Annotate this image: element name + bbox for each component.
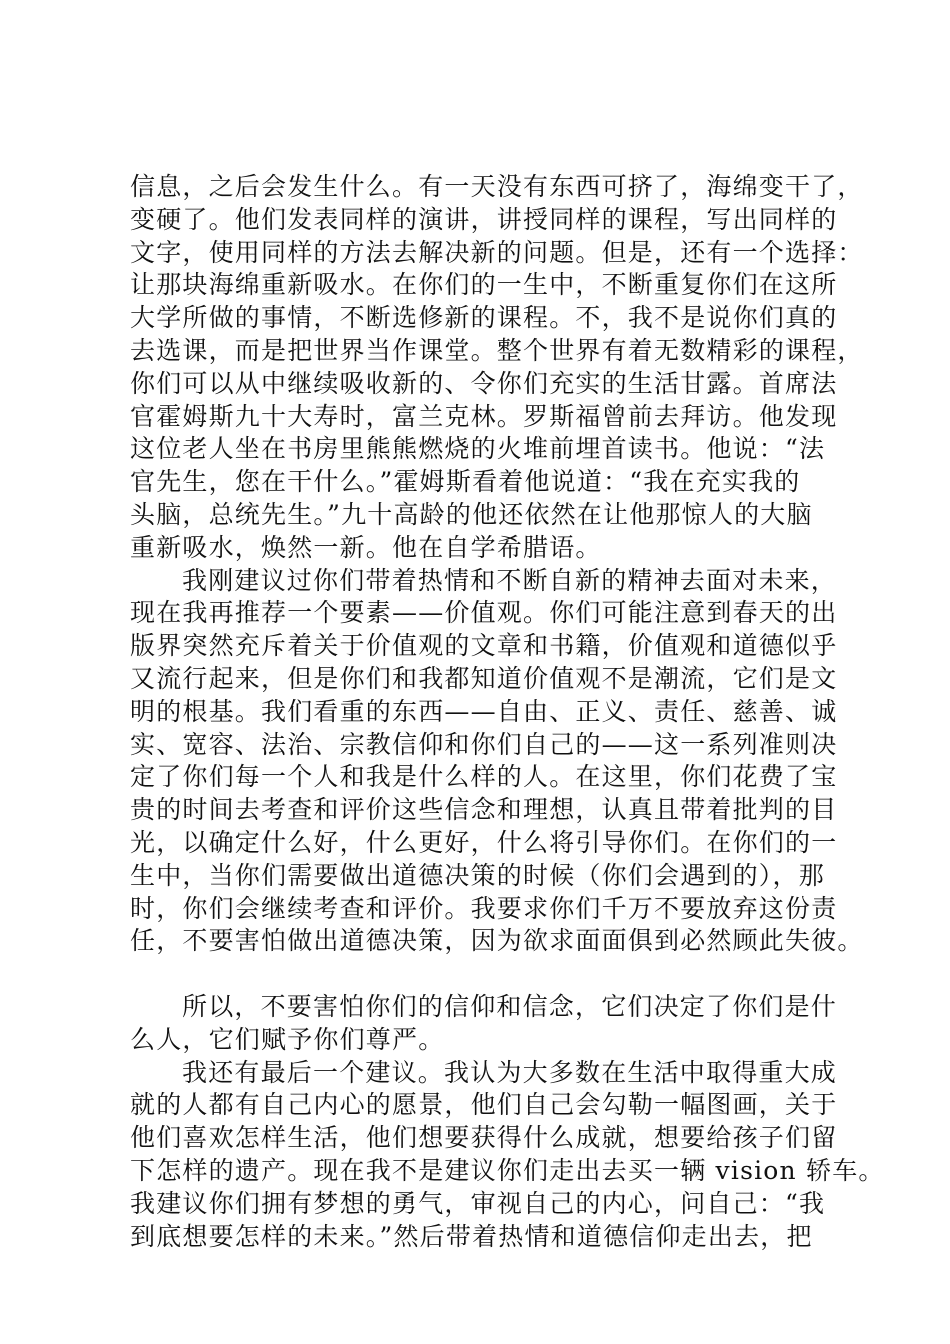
text-line: 文字，使用同样的方法去解决新的问题。但是，还有一个选择： <box>130 237 864 267</box>
text-line: 变硬了。他们发表同样的演讲，讲授同样的课程，写出同样的 <box>130 204 838 234</box>
text-line: 所以，不要害怕你们的信仰和信念，它们决定了你们是什 <box>182 991 838 1021</box>
text-line: 就的人都有自己内心的愿景，他们自己会勾勒一幅图画，关于 <box>130 1090 838 1120</box>
paragraph-1 <box>130 171 864 565</box>
paragraph-3 <box>130 991 850 1057</box>
text-line: 么人，它们赋予你们尊严。 <box>130 1024 445 1054</box>
text-line: 明的根基。我们看重的东西——自由、正义、责任、慈善、诚 <box>130 696 838 726</box>
text-line: 实、宽容、法治、宗教信仰和你们自己的——这一系列准则决 <box>130 729 838 759</box>
text-line: 定了你们每一个人和我是什么样的人。在这里，你们花费了宝 <box>130 762 838 792</box>
text-line: 我刚建议过你们带着热情和不断自新的精神去面对未来， <box>182 565 838 595</box>
text-line: 让那块海绵重新吸水。在你们的一生中，不断重复你们在这所 <box>130 270 838 300</box>
document-page <box>130 171 885 1253</box>
text-line: 大学所做的事情，不断选修新的课程。不，我不是说你们真的 <box>130 303 838 333</box>
text-line: 我建议你们拥有梦想的勇气，审视自己的内心，问自己：“我 <box>130 1188 826 1218</box>
paragraph-2 <box>130 565 864 959</box>
text-line: 官霍姆斯九十大寿时，富兰克林。罗斯福曾前去拜访。他发现 <box>130 401 838 431</box>
text-line: 头脑，总统先生。”九十高龄的他还依然在让他那惊人的大脑 <box>130 499 813 529</box>
text-line: 这位老人坐在书房里熊熊燃烧的火堆前埋首读书。他说：“法 <box>130 434 826 464</box>
text-line: 去选课，而是把世界当作课堂。整个世界有着无数精彩的课程， <box>130 335 864 365</box>
text-line: 贵的时间去考查和评价这些信念和理想，认真且带着批判的目 <box>130 795 838 825</box>
text-line: 我还有最后一个建议。我认为大多数在生活中取得重大成 <box>182 1057 838 1087</box>
text-line: 官先生，您在干什么。”霍姆斯看着他说道：“我在充实我的 <box>130 467 801 497</box>
text-line: 任，不要害怕做出道德决策，因为欲求面面俱到必然顾此失彼。 <box>130 926 864 956</box>
text-line: 重新吸水，焕然一新。他在自学希腊语。 <box>130 532 602 562</box>
text-line: 到底想要怎样的未来。”然后带着热情和道德信仰走出去，把 <box>130 1221 813 1251</box>
text-line: 时，你们会继续考查和评价。我要求你们千万不要放弃这份责 <box>130 893 838 923</box>
text-line: 现在我再推荐一个要素——价值观。你们可能注意到春天的出 <box>130 598 838 628</box>
text-line: 信息，之后会发生什么。有一天没有东西可挤了，海绵变干了， <box>130 172 864 201</box>
text-line: 光，以确定什么好，什么更好，什么将引导你们。在你们的一 <box>130 827 838 857</box>
paragraph-4 <box>130 1057 885 1254</box>
text-line: 版界突然充斥着关于价值观的文章和书籍，价值观和道德似乎 <box>130 631 838 661</box>
text-line: 生中，当你们需要做出道德决策的时候（你们会遇到的），那 <box>130 860 825 890</box>
paragraph-spacer <box>130 958 850 991</box>
text-line: 下怎样的遗产。现在我不是建议你们走出去买一辆 vision 轿车。 <box>130 1155 885 1185</box>
text-line: 你们可以从中继续吸收新的、令你们充实的生活甘露。首席法 <box>130 368 838 398</box>
text-line: 他们喜欢怎样生活，他们想要获得什么成就，想要给孩子们留 <box>130 1123 838 1153</box>
text-line: 又流行起来，但是你们和我都知道价值观不是潮流，它们是文 <box>130 663 838 693</box>
